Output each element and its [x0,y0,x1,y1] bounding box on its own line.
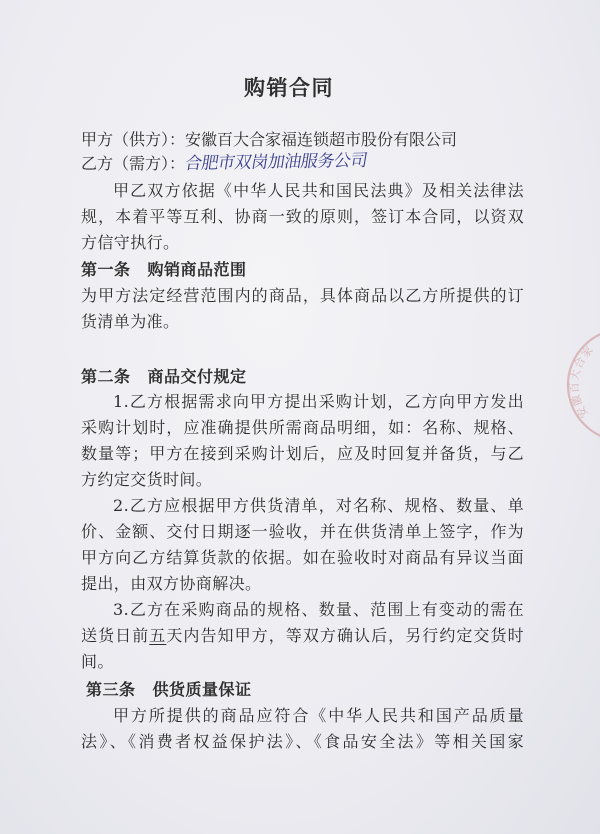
text-line: 提出，由双方协商解决。 [81,574,262,593]
article-title: 商品交付规定 [147,367,247,386]
underlined-text: 五 [149,626,167,645]
party-a-name: 安徽百大合家福连锁超市股份有限公司 [185,130,458,149]
article-2-clause-2 [81,493,524,597]
article-2-clause-1 [81,389,524,493]
text-line: 方信守执行。 [81,233,180,252]
article-number: 第三条 [86,680,136,699]
text-line: 间。 [81,652,114,671]
text-line: 甲方向乙方结算货款的依据。如在验收时对商品有异议当面 [81,548,524,567]
seal-lettering: 安徽百大合家 [567,342,597,421]
article-2-clause-3 [81,597,524,675]
text-line: 2.乙方应根据甲方供货清单，对名称、规格、数量、单 [113,496,524,515]
text-line: 法》、《消费者权益保护法》、《食品安全法》等相关国家 [81,732,524,751]
seal-text [567,342,596,421]
text-line: 3.乙方在采购商品的规格、数量、范围上有变动的需在 [113,600,524,619]
text-line: 货清单为准。 [81,312,180,331]
intro-paragraph [81,178,524,256]
party-a-label: 甲方（供方）： [81,130,186,149]
article-3-heading [86,677,529,703]
company-seal-stamp [548,325,600,445]
article-title: 供货质量保证 [152,680,252,699]
text-segment: 天内告知甲方，等双方确认后，另行约定交货时 [166,626,524,645]
text-line: 数量等；甲方在接到采购计划后，应及时回复并备货，与乙 [81,444,524,463]
party-b-line [81,151,524,177]
article-1-paragraph [81,283,524,335]
article-number: 第一条 [81,260,131,279]
text-line: 甲乙双方依据《中华人民共和国民法典》及相关法律法 [113,181,524,200]
text-line: 规，本着平等互利、协商一致的原则，签订本合同，以资双 [81,207,524,226]
text-line [81,623,524,649]
text-line: 1.乙方根据需求向甲方提出采购计划，乙方向甲方发出 [113,392,524,411]
article-number: 第二条 [81,367,131,386]
article-1-heading [81,257,524,283]
article-title: 购销商品范围 [147,260,247,279]
party-b-handwritten-name: 合肥市双岗加油服务公司 [183,150,369,174]
article-3-paragraph [81,703,524,755]
text-segment: 送货日前 [81,626,150,645]
text-line: 采购计划时，应准确提供所需商品明细，如：名称、规格、 [81,418,524,437]
text-line: 甲方所提供的商品应符合《中华人民共和国产品质量 [113,706,524,725]
text-line: 价、金额、交付日期逐一验收，并在供货清单上签字，作为 [81,522,524,541]
text-line: 方约定交货时间。 [81,470,213,489]
text-line: 为甲方法定经营范围内的商品，具体商品以乙方所提供的订 [81,286,524,305]
party-b-label: 乙方（需方）： [81,154,186,173]
article-2-heading [81,364,524,390]
document-title: 购销合同 [244,75,334,100]
